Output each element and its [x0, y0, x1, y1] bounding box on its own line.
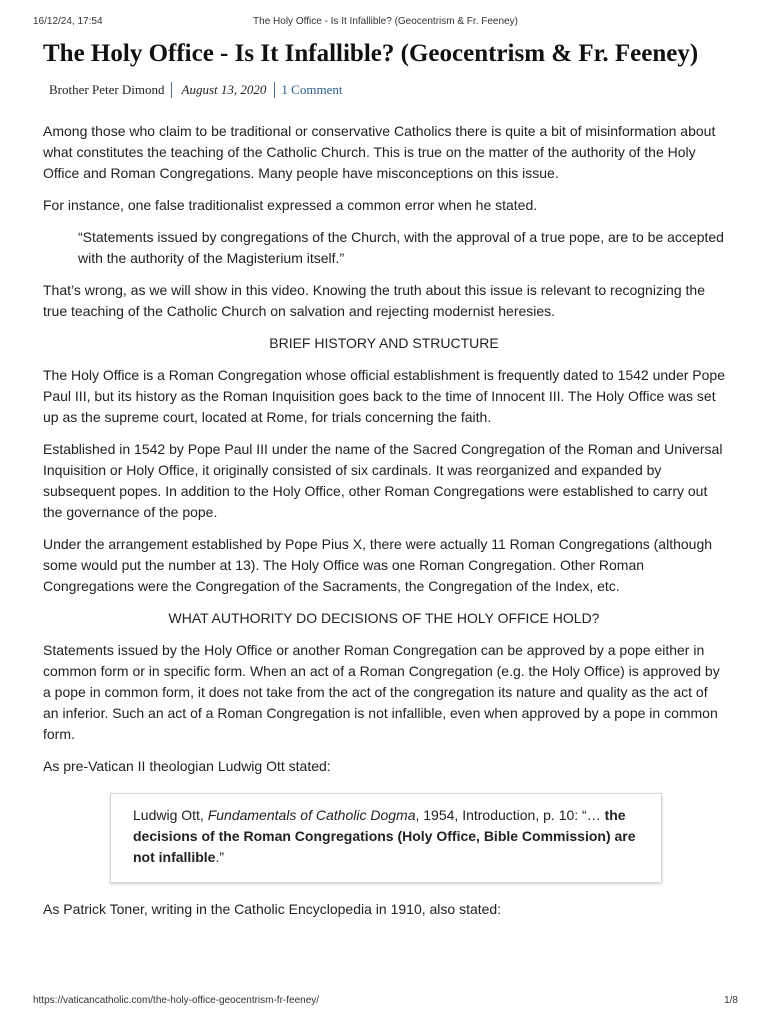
paragraph: For instance, one false traditionalist expressed a common error when he stated.: [43, 197, 538, 213]
paragraph: Established in 1542 by Pope Paul III under the name of the Sacred Congregation of the Roman and Universal Inquisition or Holy Office, it originally consisted of six cardinals. It was reorganized and expanded by subsequent popes. In addition to the Holy Office, other Roman Congregations were established to carry out the governance of the pope.: [43, 441, 723, 520]
callout-emphasis: the decisions of the Roman Congregations (Holy Office, Bible Commission) are not infallible: [133, 807, 636, 865]
paragraph: That’s wrong, as we will show in this video. Knowing the truth about this issue is relevant to recognizing the true teaching of the Catholic Church on salvation and rejecting modernist heresies.: [43, 282, 705, 319]
publish-date: August 13, 2020: [172, 82, 276, 98]
callout-citation: , 1954, Introduction, p. 10: “…: [415, 807, 605, 823]
callout-end: .”: [215, 849, 225, 865]
blockquote: “Statements issued by congregations of the Church, with the approval of a true pope, are to be accepted with the authority of the Magisterium itself.”: [78, 229, 724, 266]
paragraph: Statements issued by the Holy Office or another Roman Congregation can be approved by a pope either in common form or in specific form. When an act of a Roman Congregation (e.g. the Holy Office) is approved by a pope in common form, it does not take from the act of the congregation its nature and quality as the act of an inferior. Such an act of a Roman Congregation is not infallible, even when approved by a pope in common form.: [43, 642, 720, 742]
paragraph: As Patrick Toner, writing in the Catholic Encyclopedia in 1910, also stated:: [43, 901, 502, 917]
paragraph: Among those who claim to be traditional or conservative Catholics there is quite a bit of misinformation about what constitutes the teaching of the Catholic Church. This is true on the matter of the authority of the Holy Office and Roman Congregations. Many people have misconceptions on this issue.: [43, 123, 716, 181]
paragraph: Under the arrangement established by Pope Pius X, there were actually 11 Roman Congregations (although some would put the number at 13). The Holy Office was one Roman Congregation. Other Roman Congregations were the Congregation of the Sacraments, the Congregation of the Index, etc.: [43, 536, 713, 594]
print-header: [33, 16, 738, 30]
article-body: [43, 121, 725, 920]
callout-book-title: Fundamentals of Catholic Dogma: [207, 807, 416, 823]
page-number: 1/8: [724, 995, 738, 1006]
article-meta: [43, 80, 725, 100]
print-page-title: The Holy Office - Is It Infallible? (Geocentrism & Fr. Feeney): [253, 16, 518, 27]
page-url: https://vaticancatholic.com/the-holy-office-geocentrism-fr-feeney/: [33, 995, 320, 1006]
author-link[interactable]: Brother Peter Dimond: [43, 82, 172, 98]
paragraph: As pre-Vatican II theologian Ludwig Ott stated:: [43, 758, 331, 774]
citation-callout: [110, 793, 662, 883]
callout-lead: Ludwig Ott,: [133, 807, 208, 823]
section-heading: WHAT AUTHORITY DO DECISIONS OF THE HOLY OFFICE HOLD?: [168, 610, 600, 626]
section-heading: BRIEF HISTORY AND STRUCTURE: [269, 335, 499, 351]
paragraph: The Holy Office is a Roman Congregation whose official establishment is frequently dated to 1542 under Pope Paul III, but its history as the Roman Inquisition goes back to the time of Innocent III. The Holy Office was set up as the supreme court, located at Rome, for trials concerning the faith.: [43, 367, 725, 425]
article-title: The Holy Office - Is It Infallible? (Geocentrism & Fr. Feeney): [43, 40, 699, 67]
article: [43, 38, 725, 931]
comments-link[interactable]: 1 Comment: [281, 82, 343, 97]
print-datetime: 16/12/24, 17:54: [33, 16, 103, 27]
